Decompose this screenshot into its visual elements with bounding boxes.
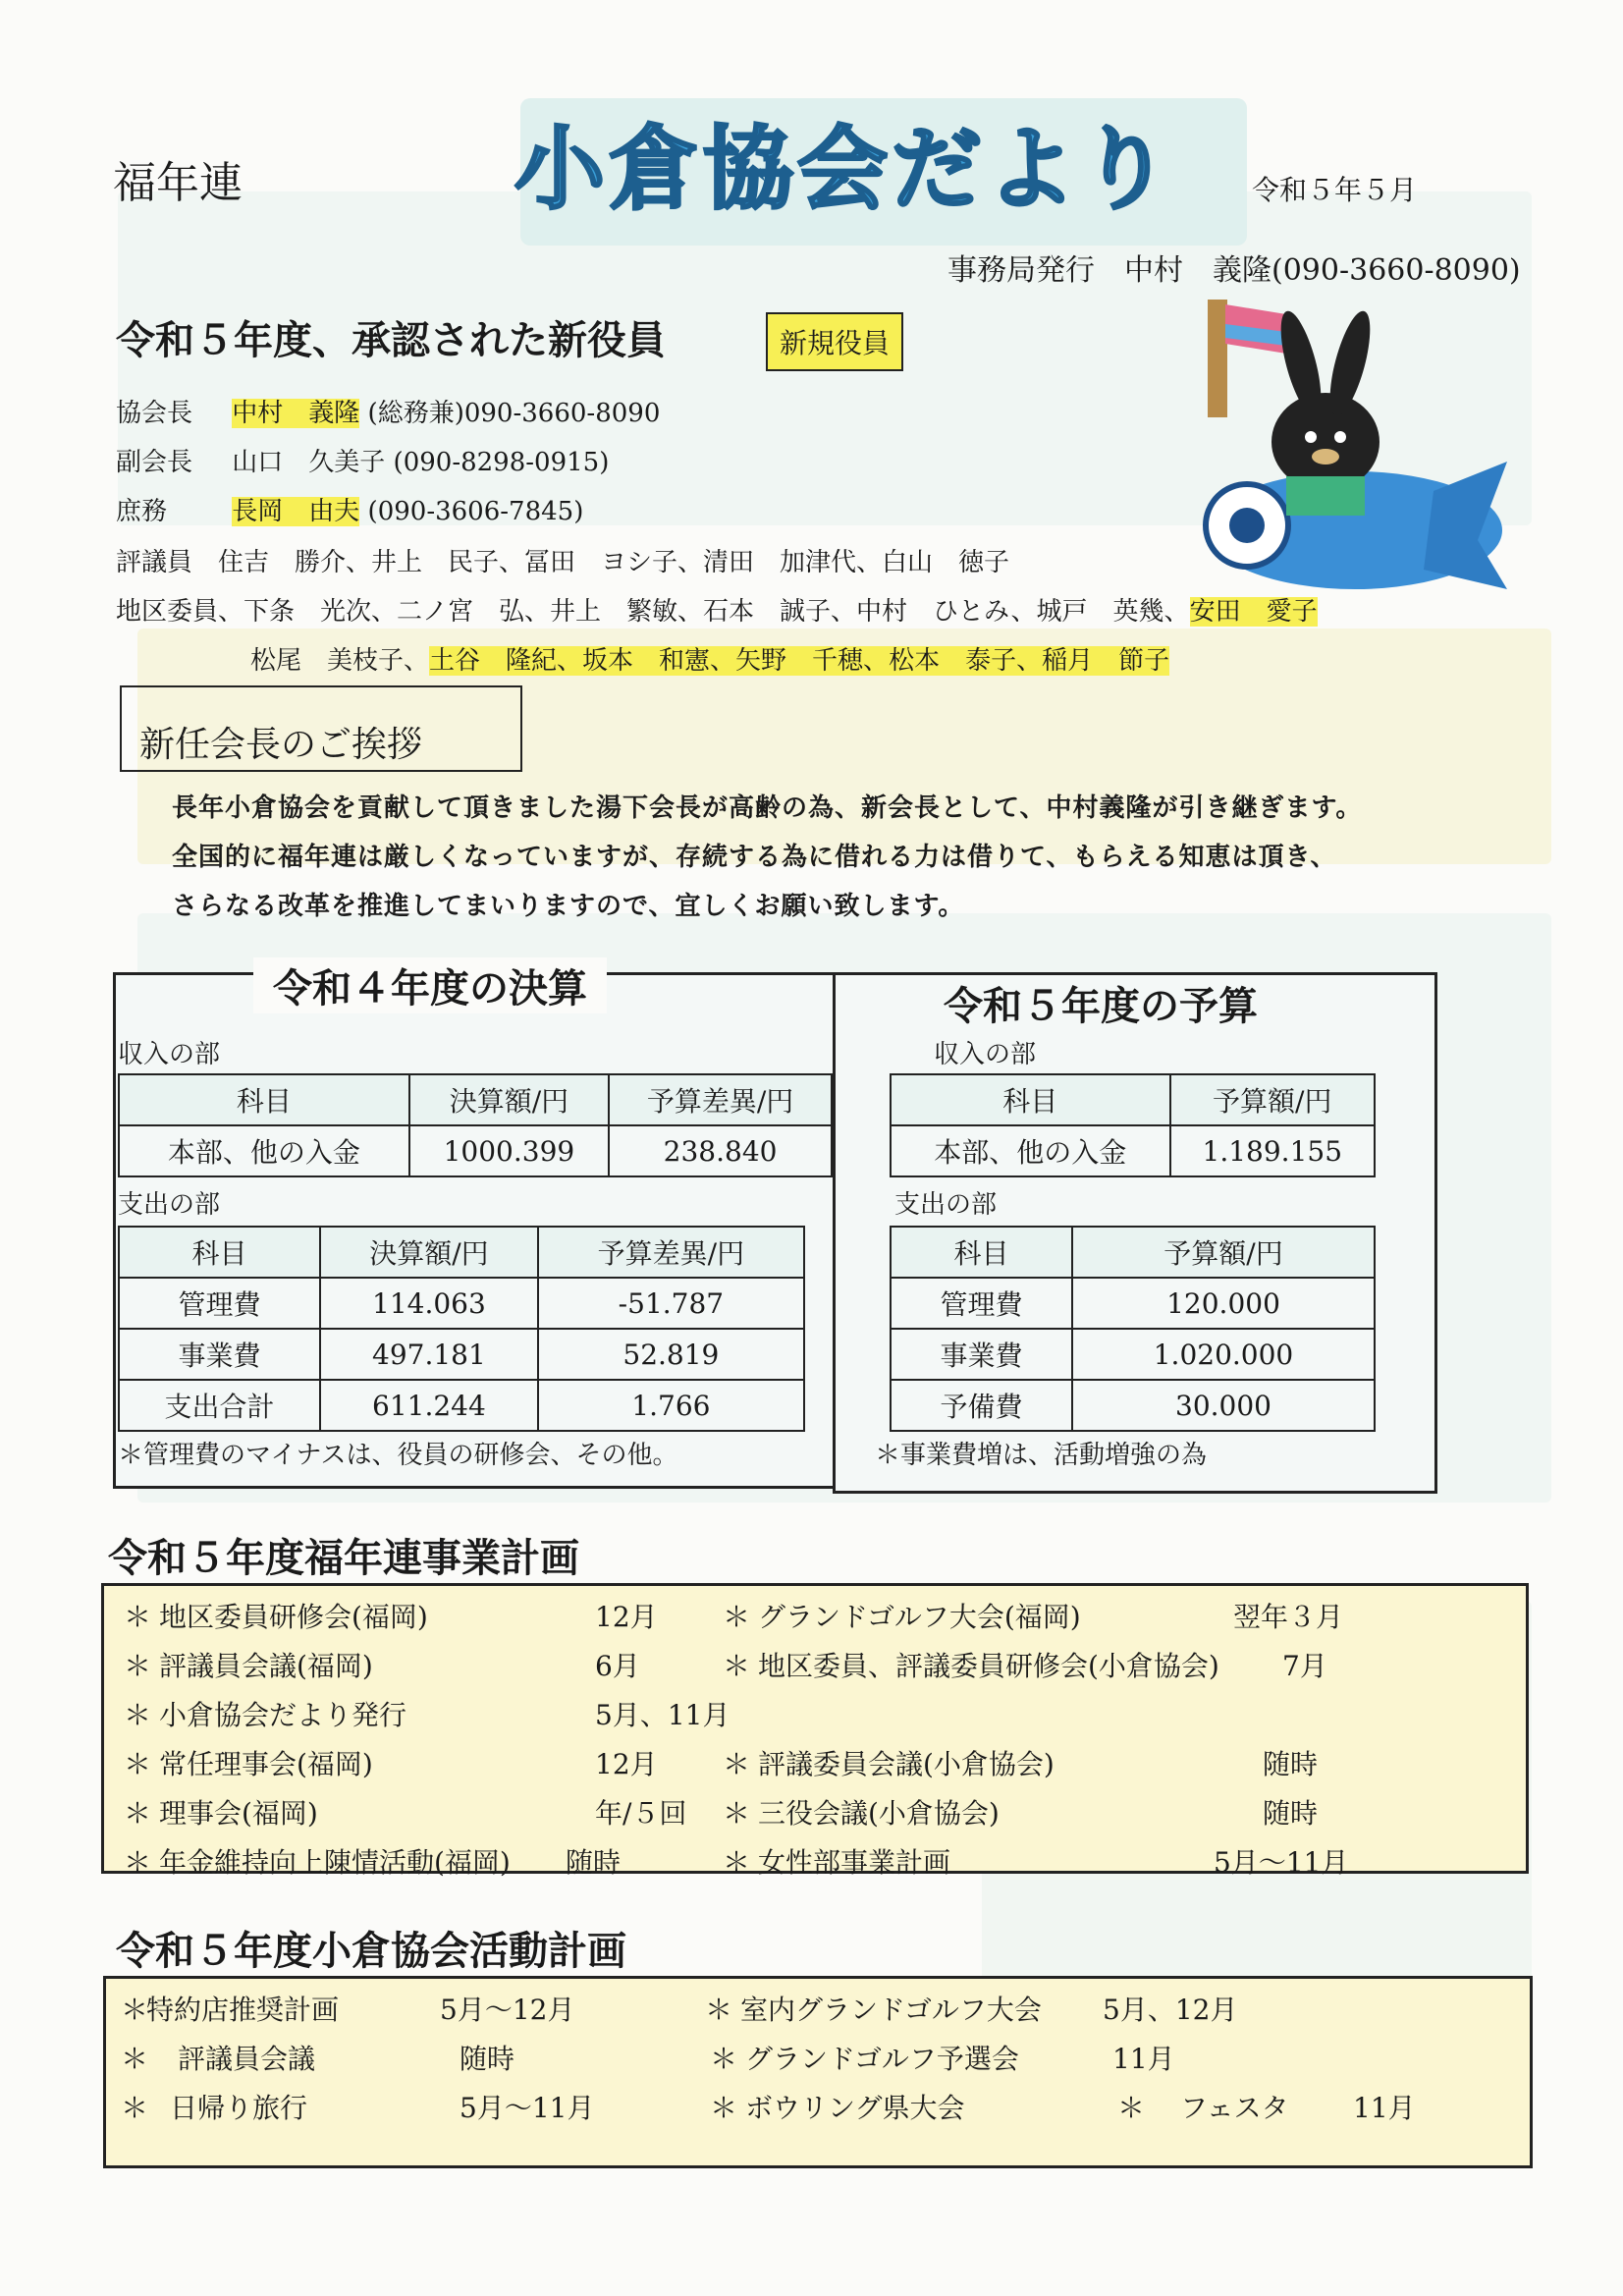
list-item-when: 12月: [595, 1601, 658, 1633]
officer-name: 中村 義隆: [232, 399, 360, 428]
list-item-when: 随時: [1263, 1797, 1319, 1830]
list-item-when: 翌年３月: [1233, 1601, 1344, 1633]
newsletter-title: 小倉協会だより: [514, 117, 1174, 222]
table-row: 予備費 30.000: [891, 1380, 1375, 1431]
settlement-heading: 令和４年度の決算: [253, 957, 607, 1013]
greeting-line: 全国的に福年連は厳しくなっていますが、存続する為に借れる力は借りて、もらえる知恵は頂き、: [172, 843, 1337, 872]
list-item: ＊ 室内グランドゴルフ大会: [705, 1994, 1042, 2026]
officer-name: 長岡 由夫: [232, 497, 360, 526]
officer-name: 山口 久美子: [232, 448, 386, 477]
list-item-when: 7月: [1282, 1650, 1327, 1682]
officer-row-secretary: 庶務 長岡 由夫 (090-3606-7845): [116, 497, 584, 526]
expense-label: 支出の部: [894, 1190, 998, 1220]
table-row: 管理費 114.063 -51.787: [119, 1278, 804, 1329]
list-item-when: 随時: [460, 2043, 515, 2075]
budget-note: ＊事業費増は、活動増強の為: [875, 1441, 1208, 1470]
list-item: ＊ 日帰り旅行: [121, 2092, 308, 2124]
list-item-when: 5月、12月: [1103, 1994, 1238, 2026]
new-officers-badge: 新規役員: [766, 312, 903, 371]
greeting-heading: 新任会長のご挨拶: [120, 685, 522, 772]
table-row: 管理費 120.000: [891, 1278, 1375, 1329]
activity-plan-heading: 令和５年度小倉協会活動計画: [116, 1928, 626, 1974]
income-label: 収入の部: [934, 1040, 1037, 1069]
table-row: 事業費 497.181 52.819: [119, 1329, 804, 1380]
list-item: ＊ 常任理事会(福岡): [124, 1748, 373, 1780]
list-item: ＊ 年金維持向上陳情活動(福岡): [124, 1846, 511, 1879]
org-name: 福年連: [113, 158, 243, 208]
list-item: ＊ 三役会議(小倉協会): [723, 1797, 1000, 1830]
list-item-when: 5月、11月: [595, 1699, 730, 1731]
list-item: ＊ ボウリング県大会: [710, 2092, 965, 2124]
list-item: ＊ 理事会(福岡): [124, 1797, 318, 1830]
list-item: ＊ フェスタ: [1117, 2092, 1289, 2124]
list-item: ＊ 女性部事業計画: [723, 1846, 951, 1879]
list-item: ＊ グランドゴルフ予選会: [710, 2043, 1019, 2075]
rabbit-on-carp-streamer-illustration: [1139, 295, 1512, 609]
list-item: ＊特約店推奨計画: [121, 1994, 340, 2026]
list-item: ＊ 地区委員、評議委員研修会(小倉協会): [723, 1650, 1219, 1682]
greeting-line: さらなる改革を推進してまいりますので、宜しくお願い致します。: [172, 892, 965, 921]
table-row: 本部、他の入金 1000.399 238.840: [119, 1125, 832, 1176]
list-item-when: 11月: [1112, 2043, 1175, 2075]
budget-income-table: 科目 予算額/円 本部、他の入金 1.189.155: [890, 1073, 1376, 1177]
list-item-when: 5月〜12月: [440, 1994, 575, 2026]
list-item: ＊ 小倉協会だより発行: [124, 1699, 407, 1731]
table-row: 事業費 1.020.000: [891, 1329, 1375, 1380]
list-item: ＊ 評議員会議: [121, 2043, 316, 2075]
income-label: 収入の部: [118, 1040, 221, 1069]
list-item: ＊ 地区委員研修会(福岡): [124, 1601, 428, 1633]
expense-label: 支出の部: [118, 1190, 221, 1220]
settlement-panel: [113, 965, 840, 1489]
settlement-note: ＊管理費のマイナスは、役員の研修会、その他。: [118, 1441, 678, 1470]
table-row: 本部、他の入金 1.189.155: [891, 1125, 1375, 1176]
table-row: 支出合計 611.244 1.766: [119, 1380, 804, 1431]
budget-panel: [833, 972, 1437, 1494]
publisher-line: 事務局発行 中村 義隆(090-3660-8090): [947, 253, 1521, 288]
activity-plan-box: [103, 1976, 1533, 2168]
list-item-when: 年/５回: [595, 1797, 687, 1830]
list-item-when: 5月〜11月: [1214, 1846, 1349, 1879]
settlement-expense-table: 科目 決算額/円 予算差異/円 管理費 114.063 -51.787 事業費 497.181 52.819 支出合計 611.244 1.766: [118, 1226, 805, 1432]
list-item-when: 随時: [1263, 1748, 1319, 1780]
officers-heading: 令和５年度、承認された新役員: [116, 317, 666, 363]
district-line-2: 松尾 美枝子、土谷 隆紀、坂本 和憲、矢野 千穂、松本 泰子、稲月 節子: [250, 646, 1170, 676]
list-item-when: 5月〜11月: [460, 2092, 595, 2124]
officer-row-vice: 副会長 山口 久美子 (090-8298-0915): [116, 448, 610, 477]
councilors-line: 評議員 住吉 勝介、井上 民子、冨田 ヨシ子、清田 加津代、白山 徳子: [116, 548, 1010, 577]
list-item-when: 随時: [566, 1846, 622, 1879]
list-item: ＊ 評議員会議(福岡): [124, 1650, 373, 1682]
list-item-when: 12月: [595, 1748, 658, 1780]
list-item-when: 11月: [1353, 2092, 1416, 2124]
list-item: ＊ 評議委員会議(小倉協会): [723, 1748, 1055, 1780]
list-item-when: 6月: [595, 1650, 640, 1682]
settlement-income-table: 科目 決算額/円 予算差異/円 本部、他の入金 1000.399 238.840: [118, 1073, 833, 1177]
business-plan-box: [101, 1583, 1529, 1879]
business-plan-heading: 令和５年度福年連事業計画: [108, 1535, 579, 1581]
district-line-1: 地区委員、下条 光次、二ノ宮 弘、井上 繁敏、石本 誠子、中村 ひとみ、城戸 英幾、安田 愛子: [116, 597, 1318, 627]
issue-date: 令和５年５月: [1252, 174, 1418, 206]
officer-row-president: 協会長 中村 義隆 (総務兼)090-3660-8090: [116, 399, 661, 428]
list-item: ＊ グランドゴルフ大会(福岡): [723, 1601, 1081, 1633]
greeting-line: 長年小倉協会を貢献して頂きました湯下会長が高齢の為、新会長として、中村義隆が引き継ぎます。: [172, 793, 1363, 823]
budget-expense-table: 科目 予算額/円 管理費 120.000 事業費 1.020.000 予備費 30.000: [890, 1226, 1376, 1432]
budget-heading: 令和５年度の予算: [944, 983, 1258, 1029]
